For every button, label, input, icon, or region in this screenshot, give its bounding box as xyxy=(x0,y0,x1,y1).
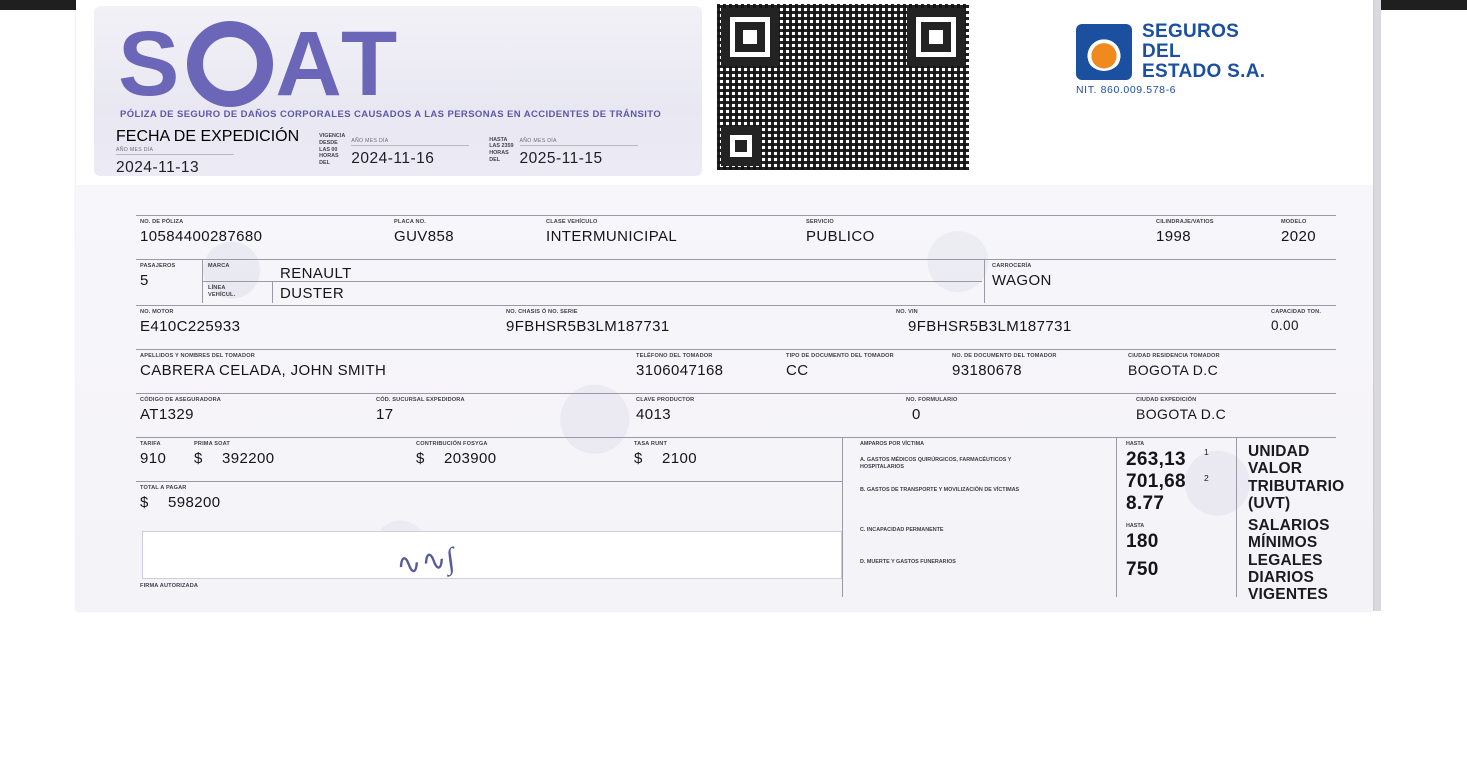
coverage-c-limit: 180 xyxy=(1126,531,1159,552)
flame-icon xyxy=(1085,33,1123,71)
from-ymd-label: AÑO MES DÍA xyxy=(351,138,469,146)
insurer-name-line3: ESTADO S.A. xyxy=(1142,60,1266,82)
vin-label: NO. VIN xyxy=(896,309,918,315)
holder-phone-value: 3106047168 xyxy=(636,362,724,380)
field-fosyga xyxy=(416,441,496,468)
issue-city-label: CIUDAD EXPEDICIÓN xyxy=(1136,397,1197,403)
coverage-item-c xyxy=(860,527,1028,534)
field-tariff xyxy=(140,441,166,467)
issue-date-ymd-label: AÑO MES DÍA xyxy=(116,147,234,155)
prima-label: PRIMA SOAT xyxy=(194,441,230,447)
divider xyxy=(1236,437,1237,597)
soat-banner xyxy=(94,6,702,176)
validity-label: VIGENCIA xyxy=(319,133,346,140)
holder-doctype-label: TIPO DE DOCUMENTO DEL TOMADOR xyxy=(786,353,894,359)
document-header xyxy=(76,0,1373,185)
field-brand xyxy=(208,263,230,270)
coverage-d-code: D. xyxy=(860,559,866,565)
unit-smldv-line-2: MÍNIMOS xyxy=(1248,534,1318,552)
capacity-label: CAPACIDAD TON. xyxy=(1271,309,1322,315)
coverage-c-text xyxy=(860,527,1028,534)
passengers-label: PASAJEROS xyxy=(140,263,176,269)
field-producer-key xyxy=(636,397,694,423)
total-value: 598200 xyxy=(168,494,221,512)
issue-city-value: BOGOTA D.C xyxy=(1136,406,1227,423)
coverage-d-limit: 750 xyxy=(1126,559,1159,580)
vehicle-class-value: INTERMUNICIPAL xyxy=(546,228,678,246)
cylinder-label: CILINDRAJE/VATIOS xyxy=(1156,219,1214,225)
insurer-name xyxy=(1142,22,1265,82)
service-value: PUBLICO xyxy=(806,228,875,246)
fosyga-label: CONTRIBUCIÓN FOSYGA xyxy=(416,441,488,447)
signature-caption xyxy=(140,583,198,590)
bodywork-label: CARROCERÍA xyxy=(992,263,1032,269)
prima-value: 392200 xyxy=(222,450,275,468)
prima-currency: $ xyxy=(194,450,203,468)
divider xyxy=(136,215,1336,216)
field-service xyxy=(806,219,875,245)
coverage-b-limit: 701,68 xyxy=(1126,471,1186,492)
line-label-2: VEHÍCUL. xyxy=(208,292,236,299)
unit-smldv-line-1: SALARIOS xyxy=(1248,517,1330,534)
from-of-label: DEL xyxy=(319,160,330,167)
coverage-item-a xyxy=(860,457,1028,472)
field-policy-number xyxy=(140,219,262,245)
field-holder-doctype xyxy=(786,353,894,379)
service-label: SERVICIO xyxy=(806,219,834,225)
producer-key-value: 4013 xyxy=(636,406,671,424)
fosyga-value: 203900 xyxy=(444,450,497,468)
divider xyxy=(136,259,1336,260)
model-value: 2020 xyxy=(1281,228,1316,246)
holder-docnumber-value: 93180678 xyxy=(952,362,1022,380)
issue-date-value: 2024-11-13 xyxy=(116,159,200,176)
holder-city-value: BOGOTA D.C xyxy=(1128,362,1219,379)
insurer-code-label: CÓDIGO DE ASEGURADORA xyxy=(140,397,221,403)
unit-uvt-line-1: UNIDAD xyxy=(1248,443,1310,460)
unit-uvt-line-2: VALOR xyxy=(1248,460,1303,478)
coverages-title: AMPAROS POR VÍCTIMA xyxy=(860,441,924,447)
unit-uvt-line-3: TRIBUTARIO xyxy=(1248,477,1345,495)
coverage-d-desc: MUERTE Y GASTOS FUNERARIOS xyxy=(866,559,956,565)
from-label: DESDE xyxy=(319,139,338,146)
seguros-del-estado-logo xyxy=(1076,24,1132,80)
coverage-a-text xyxy=(860,457,1028,472)
soat-logo-text: S AT xyxy=(118,13,404,115)
chassis-number-label: NO. CHASIS Ó NO. SERIE xyxy=(506,309,578,315)
coverage-extra-limit: 8.77 xyxy=(1126,493,1165,514)
plate-value: GUV858 xyxy=(394,228,454,246)
plate-label: PLACA NO. xyxy=(394,219,426,225)
brand-value: RENAULT xyxy=(280,265,352,282)
divider xyxy=(136,437,1336,438)
field-vehicle-class xyxy=(546,219,677,245)
field-holder-city xyxy=(1128,353,1220,378)
holder-name-label: APELLIDOS Y NOMBRES DEL TOMADOR xyxy=(140,353,255,359)
branch-code-label: CÓD. SUCURSAL EXPEDIDORA xyxy=(376,397,465,403)
holder-city-label: CIUDAD RESIDENCIA TOMADOR xyxy=(1128,353,1220,359)
unit-smldv-text xyxy=(1248,517,1366,604)
divider xyxy=(136,393,1336,394)
unit-smldv-line-4: DIARIOS xyxy=(1248,569,1314,587)
validity-from-field xyxy=(349,126,475,174)
until-hours-label: HORAS xyxy=(489,150,509,156)
form-number-label: NO. FORMULARIO xyxy=(906,397,958,403)
insurer-name-line2: DEL xyxy=(1142,40,1181,62)
unit-smldv-line-3: LEGALES xyxy=(1248,551,1323,569)
line-value: DUSTER xyxy=(280,285,345,302)
soat-logo-o xyxy=(187,21,273,107)
insurer-code-value: AT1329 xyxy=(140,406,194,424)
model-label: MODELO xyxy=(1281,219,1307,225)
signature-label: FIRMA AUTORIZADA xyxy=(140,583,199,589)
vehicle-class-label: CLASE VEHÍCULO xyxy=(546,219,598,225)
engine-number-value: E410C225933 xyxy=(140,318,241,336)
until-hour-label: LAS 2359 xyxy=(489,143,514,150)
validity-from-labels xyxy=(319,126,345,174)
field-holder-docnumber xyxy=(952,353,1057,379)
holder-doctype-value: CC xyxy=(786,362,809,380)
divider xyxy=(1116,437,1117,597)
engine-number-label: NO. MOTOR xyxy=(140,309,174,315)
runt-value: 2100 xyxy=(662,450,697,468)
tariff-label: TARIFA xyxy=(140,441,161,447)
field-model xyxy=(1281,219,1316,245)
field-passengers xyxy=(140,263,175,289)
policy-subtitle: PÓLIZA DE SEGURO DE DAÑOS CORPORALES CAUSADOS A LAS PERSONAS EN ACCIDENTES DE TRÁNSITO xyxy=(120,109,662,120)
coverage-a-code: A. xyxy=(860,457,866,463)
field-holder-phone xyxy=(636,353,723,379)
coverage-c-desc: INCAPACIDAD PERMANENTE xyxy=(866,527,944,533)
field-cylinder xyxy=(1156,219,1214,245)
validity-from-value: 2024-11-16 xyxy=(351,150,435,167)
field-issue-city xyxy=(1136,397,1226,422)
soat-policy-document xyxy=(76,0,1373,611)
field-form-number xyxy=(906,397,958,423)
divider xyxy=(136,305,1336,306)
until-label: HASTA xyxy=(489,136,508,143)
total-currency: $ xyxy=(140,494,149,512)
coverage-b-note: 2 xyxy=(1204,473,1209,483)
divider xyxy=(984,259,985,303)
brand-value-wrap xyxy=(280,263,352,282)
field-bodywork xyxy=(992,263,1052,289)
insurer-nit: NIT. 860.009.578-6 xyxy=(1076,84,1177,96)
field-capacity xyxy=(1271,309,1321,333)
validity-to-labels xyxy=(489,126,513,174)
coverage-b-text xyxy=(860,487,1028,494)
branch-code-value: 17 xyxy=(376,406,394,424)
document-body xyxy=(76,185,1373,611)
signature-scribble: ∿∿∫ xyxy=(394,541,457,583)
validity-to-value: 2025-11-15 xyxy=(519,150,603,167)
field-prima xyxy=(194,441,274,468)
coverage-b-code: B. xyxy=(860,487,866,493)
field-branch-code xyxy=(376,397,465,423)
bodywork-value: WAGON xyxy=(992,272,1052,290)
viewer-left-gutter xyxy=(0,10,76,610)
divider xyxy=(202,281,982,282)
field-vin xyxy=(896,309,1072,335)
until-of-label: DEL xyxy=(489,156,501,163)
line-value-wrap xyxy=(280,283,344,302)
holder-docnumber-label: NO. DE DOCUMENTO DEL TOMADOR xyxy=(952,353,1057,359)
capacity-value: 0.00 xyxy=(1271,318,1299,334)
cylinder-value: 1998 xyxy=(1156,228,1191,246)
divider xyxy=(136,481,842,482)
tariff-value: 910 xyxy=(140,450,167,468)
qr-code xyxy=(717,4,969,170)
chassis-number-value: 9FBHSR5B3LM187731 xyxy=(506,318,670,336)
holder-name-value: CABRERA CELADA, JOHN SMITH xyxy=(140,362,387,380)
unit-uvt-line-4: (UVT) xyxy=(1248,495,1291,513)
issue-date-field xyxy=(114,126,305,174)
unit-uvt-text xyxy=(1248,443,1366,512)
producer-key-label: CLAVE PRODUCTOR xyxy=(636,397,695,403)
coverage-c-limit-label: HASTA xyxy=(1126,523,1145,529)
policy-number-value: 10584400287680 xyxy=(140,228,263,246)
field-holder-name xyxy=(140,353,386,379)
validity-to-field xyxy=(518,126,644,174)
unit-smldv-line-5: VIGENTES xyxy=(1248,586,1328,604)
runt-currency: $ xyxy=(634,450,643,468)
runt-label: TASA RUNT xyxy=(634,441,668,447)
total-label: TOTAL A PAGAR xyxy=(140,485,187,491)
validity-dates-row xyxy=(114,126,684,174)
coverage-a-limit-label: HASTA xyxy=(1126,441,1145,447)
qr-code-container xyxy=(713,0,973,172)
coverage-item-d xyxy=(860,559,1028,566)
field-plate xyxy=(394,219,454,245)
from-hour-label: LAS 00 xyxy=(319,146,338,153)
coverage-b-desc: GASTOS DE TRANSPORTE Y MOVILIZACIÓN DE VÍCTIMAS xyxy=(866,487,1020,493)
coverage-c-code: C. xyxy=(860,527,866,533)
line-label-1: LÍNEA xyxy=(208,285,226,291)
passengers-value: 5 xyxy=(140,272,149,290)
brand-label: MARCA xyxy=(208,263,230,269)
field-line xyxy=(208,285,235,300)
insurer-name-line1: SEGUROS xyxy=(1142,21,1240,42)
holder-phone-label: TELÉFONO DEL TOMADOR xyxy=(636,353,713,359)
coverage-a-desc: GASTOS MÉDICOS QUIRÚRGICOS, FARMACÉUTICOS Y HOSPITALARIOS xyxy=(860,457,1012,471)
coverage-item-b xyxy=(860,487,1028,494)
from-hours-label: HORAS xyxy=(319,153,339,160)
coverages-title-row xyxy=(860,441,1028,448)
insurer-branding xyxy=(1076,18,1356,98)
policy-number-label: NO. DE PÓLIZA xyxy=(140,219,184,225)
divider xyxy=(272,281,273,303)
form-number-value: 0 xyxy=(912,406,921,424)
coverage-a-note: 1 xyxy=(1204,447,1209,457)
field-total-to-pay xyxy=(140,485,220,512)
field-chassis-number xyxy=(506,309,670,335)
page-right-edge xyxy=(1373,0,1381,611)
field-engine-number xyxy=(140,309,240,335)
field-insurer-code xyxy=(140,397,221,423)
coverage-a-limit: 263,13 xyxy=(1126,449,1186,470)
divider xyxy=(136,349,1336,350)
issue-date-label: FECHA DE EXPEDICIÓN xyxy=(116,128,300,145)
field-runt xyxy=(634,441,697,468)
divider xyxy=(842,437,843,597)
fosyga-currency: $ xyxy=(416,450,425,468)
to-ymd-label: AÑO MES DÍA xyxy=(520,138,638,146)
vin-value: 9FBHSR5B3LM187731 xyxy=(908,318,1072,336)
coverage-d-text xyxy=(860,559,1028,566)
